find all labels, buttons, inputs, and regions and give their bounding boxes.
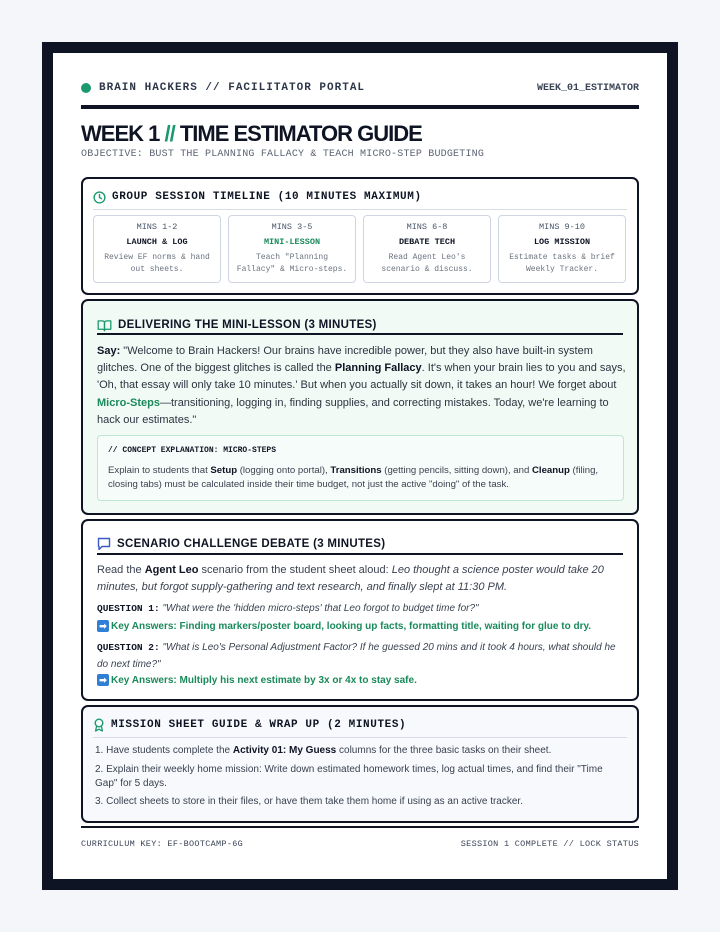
say-text-1: "Welcome to Brain Hackers! Our brains have incredible power, but they also have built-in system glitches. One of the biggest glitches is called the [97,345,593,375]
phase-name: DEBATE TECH [398,237,456,247]
mission-steps [95,744,625,814]
phase-mins: MINS 3-5 [271,222,313,232]
answer-1 [97,620,627,632]
phase-name: MINI-LESSON [263,237,321,247]
agent-leo: Agent Leo [144,564,199,576]
divider [97,553,623,555]
intro-text: scenario from the student sheet aloud: [198,564,392,576]
scenario-header [97,535,385,553]
scenario-intro [97,562,627,596]
say-label: Say: [97,345,121,357]
concept-text: (getting pencils, sitting down), and [381,465,532,476]
objective: OBJECTIVE: BUST THE PLANNING FALLACY & TEACH MICRO-STEP BUDGETING [81,149,485,160]
phase-card [93,215,221,283]
concept-body [108,464,613,491]
mission-step: 3. Collect sheets to store in their files, or have them take them home if using as an active tracker. [95,796,523,808]
brand [81,82,365,94]
award-icon [93,718,105,732]
status-dot-icon [81,83,91,93]
phase-desc: Read Agent Leo's scenario & discuss. [381,253,473,274]
title-guide: TIME ESTIMATOR GUIDE [179,121,422,146]
top-bar [81,82,639,96]
concept-setup: Setup [210,465,238,476]
question-2 [97,640,627,673]
session-status: SESSION 1 COMPLETE // LOCK STATUS [460,839,639,849]
step-text: columns for the three basic tasks on their sheet. [336,745,552,756]
answer-text: Key Answers: Finding markers/poster board, looking up facts, formatting title, waiting for glue to dry. [111,620,592,632]
concept-text: (filing, closing tabs) must be calculated inside their time budget, not just the active "doing" of the task. [108,465,599,490]
top-divider [81,105,639,109]
question-text: "What were the 'hidden micro-steps' that Leo forgot to budget time for?" [159,603,479,614]
question-label: QUESTION 2: [97,642,160,653]
divider [97,333,623,335]
title-week: WEEK 1 [81,121,160,146]
phase-desc: Review EF norms & hand out sheets. [104,253,210,274]
mini-lesson-heading: DELIVERING THE MINI-LESSON (3 MINUTES) [118,319,377,331]
timeline-header [93,188,422,206]
arrow-right-icon: ➡ [97,674,109,686]
phase-desc: Estimate tasks & brief Weekly Tracker. [509,253,615,274]
concept-text: (logging onto portal), [237,465,331,476]
mini-lesson-header [97,316,377,334]
concept-box [97,435,624,501]
curriculum-key: CURRICULUM KEY: EF-BOOTCAMP-6G [81,839,244,849]
phase-mins: MINS 9-10 [539,222,585,232]
scenario-story: Leo thought a science poster would take 20 minutes, but forgot supply-gathering and text research, and finally slept at 11:30 PM. [97,564,604,593]
answer-2 [97,674,627,686]
mission-card [81,705,639,823]
divider [93,737,627,738]
answer-text: Key Answers: Multiply his next estimate by 3x or 4x to stay safe. [111,674,417,686]
say-micro-steps: Micro-Steps [97,396,160,409]
timeline-heading: GROUP SESSION TIMELINE (10 MINUTES MAXIMUM) [112,191,422,203]
intro-text: Read the [97,564,145,576]
phase-name: LAUNCH & LOG [126,237,188,247]
concept-heading: // CONCEPT EXPLANATION: MICRO-STEPS [108,446,277,455]
clock-icon [93,191,106,204]
question-label: QUESTION 1: [97,603,160,614]
question-text: "What is Leo's Personal Adjustment Factor? If he guessed 20 mins and it took 4 hours, what should he do next time?" [97,642,616,670]
page-title [81,121,422,147]
mission-header [93,716,406,734]
timeline-card [81,177,639,295]
phase-card [498,215,626,283]
step-text: 1. Have students complete the [95,745,233,756]
script-paragraph [97,343,627,429]
scenario-card [81,519,639,701]
phase-card [363,215,491,283]
phase-desc: Teach "Planning Fallacy" & Micro-steps. [236,253,348,274]
mission-step [95,744,625,758]
brand-title: BRAIN HACKERS // FACILITATOR PORTAL [99,82,366,94]
chat-icon [97,537,111,551]
phase-card [228,215,356,283]
question-1 [97,601,627,618]
phase-mins: MINS 6-8 [406,222,448,232]
book-icon [97,319,112,332]
activity-name: Activity 01: My Guess [232,745,337,756]
say-text-3: —transitioning, logging in, finding supplies, and correcting mistakes. Today, we're learning to hack our estimates." [97,396,609,426]
concept-transitions: Transitions [330,465,382,476]
say-planning-fallacy: Planning Fallacy [334,362,422,375]
phase-list [93,215,626,283]
mission-heading: MISSION SHEET GUIDE & WRAP UP (2 MINUTES) [111,719,407,731]
arrow-right-icon: ➡ [97,620,109,632]
scenario-heading: SCENARIO CHALLENGE DEBATE (3 MINUTES) [117,538,386,550]
phase-mins: MINS 1-2 [136,222,178,232]
week-code: WEEK_01_ESTIMATOR [536,83,639,94]
concept-text: Explain to students that [108,465,211,476]
divider [93,209,627,210]
say-text-2: . It's when your brain lies to you and says, 'Oh, that essay will only take 10 minutes.' But when you actually sit down, it takes an hour! We forget about [97,362,626,392]
mini-lesson-card [81,299,639,515]
bottom-divider [81,826,639,828]
concept-cleanup: Cleanup [531,465,570,476]
title-slash: // [164,121,175,146]
mission-step: 2. Explain their weekly home mission: Write down estimated homework times, log actual times, and find their "Time Gap" for 5 days. [95,763,603,789]
document-page [53,53,667,879]
phase-name: LOG MISSION [533,237,591,247]
